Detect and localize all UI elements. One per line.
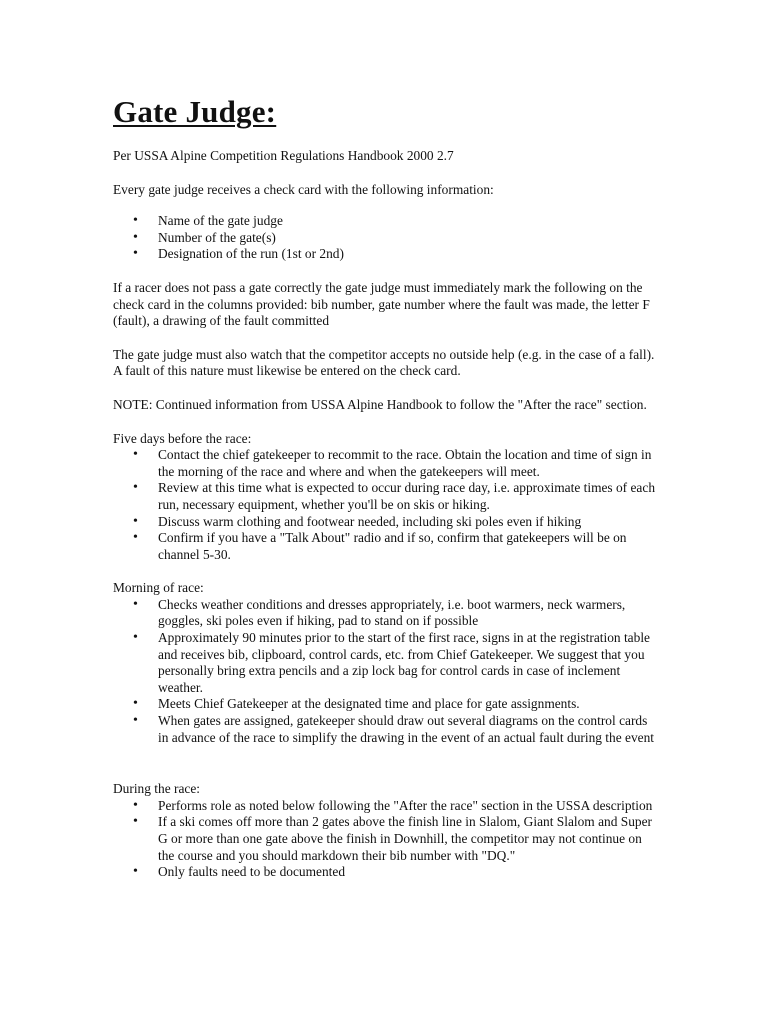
five-days-heading: Five days before the race:	[113, 430, 252, 446]
list-item: • Number of the gate(s)	[113, 230, 658, 247]
handbook-reference: Per USSA Alpine Competition Regulations Handbook 2000 2.7	[113, 148, 454, 163]
list-item: • Review at this time what is expected to occur during race day, i.e. approximate times of each run, necessary equipment, whether you'll be on skis or hiking.	[113, 480, 658, 513]
intro-paragraph: Every gate judge receives a check card with the following information:	[113, 181, 494, 197]
list-item: • Approximately 90 minutes prior to the start of the first race, signs in at the registration table and receives bib, clipboard, control cards, etc. from Chief Gatekeeper. We suggest that you personally bring extra pencils and a zip lock bag for control cards in case of inclement weather.	[113, 630, 658, 696]
list-item: • Contact the chief gatekeeper to recommit to the race. Obtain the location and time of sign in the morning of the race and where and when the gatekeepers will meet.	[113, 447, 658, 480]
list-item: • Performs role as noted below following the "After the race" section in the USSA description	[113, 798, 658, 815]
document-page	[113, 92, 658, 881]
page-title: Gate Judge:	[113, 94, 277, 129]
check-card-list	[113, 213, 658, 263]
morning-heading: Morning of race:	[113, 580, 204, 596]
note-paragraph: NOTE: Continued information from USSA Alpine Handbook to follow the "After the race" section.	[113, 396, 647, 412]
list-item: • When gates are assigned, gatekeeper should draw out several diagrams on the control cards in advance of the race to simplify the drawing in the event of an actual fault during the event	[113, 713, 658, 746]
list-item: • Only faults need to be documented	[113, 864, 658, 881]
fault-paragraph: If a racer does not pass a gate correctly the gate judge must immediately mark the following on the check card in the columns provided: bib number, gate number where the fault was made, the letter F (fault), a drawing of the fault committed	[113, 279, 650, 329]
morning-list	[113, 597, 658, 746]
list-item: • Name of the gate judge	[113, 213, 658, 230]
five-days-list	[113, 447, 658, 563]
list-item: • Confirm if you have a "Talk About" radio and if so, confirm that gatekeepers will be on channel 5-30.	[113, 530, 658, 563]
list-item: • Discuss warm clothing and footwear needed, including ski poles even if hiking	[113, 514, 658, 531]
list-item: • Designation of the run (1st or 2nd)	[113, 246, 658, 263]
during-heading: During the race:	[113, 781, 200, 797]
list-item: • Checks weather conditions and dresses appropriately, i.e. boot warmers, neck warmers, goggles, ski poles even if hiking, pad to stand on if possible	[113, 597, 658, 630]
during-list	[113, 798, 658, 881]
list-item: • If a ski comes off more than 2 gates above the finish line in Slalom, Giant Slalom and Super G or more than one gate above the finish in Downhill, the competitor may not continue on the course and you should markdown their bib number with "DQ."	[113, 814, 658, 864]
outside-help-paragraph: The gate judge must also watch that the competitor accepts no outside help (e.g. in the case of a fall). A fault of this nature must likewise be entered on the check card.	[113, 346, 655, 379]
list-item: • Meets Chief Gatekeeper at the designated time and place for gate assignments.	[113, 696, 658, 713]
